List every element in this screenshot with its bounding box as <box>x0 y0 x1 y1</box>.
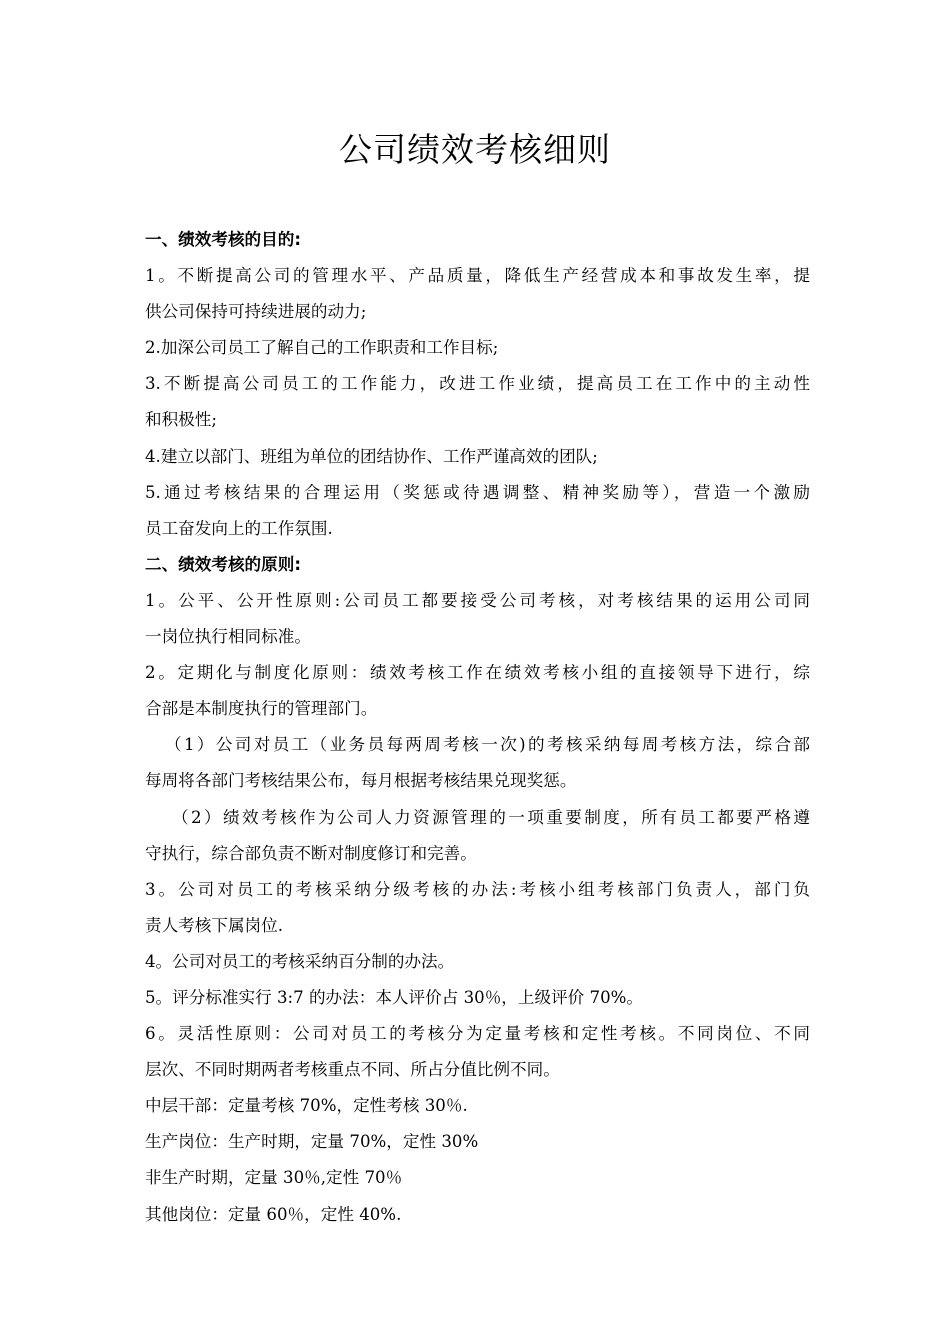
paragraph-line: 和积极性; <box>145 410 217 430</box>
paragraph-line: 2.加深公司员工了解自己的工作职责和工作目标; <box>145 338 499 358</box>
paragraph-line: 3.不断提高公司员工的工作能力，改进工作业绩，提高员工在工作中的主动性 <box>145 374 810 394</box>
paragraph-line: 生产岗位：生产时期，定量 70%，定性 30% <box>145 1132 479 1152</box>
paragraph-line: 责人考核下属岗位. <box>145 915 284 935</box>
paragraph-line: 非生产时期，定量 30％,定性 70％ <box>145 1168 403 1188</box>
paragraph-line: （2）绩效考核作为公司人力资源管理的一项重要制度，所有员工都要严格遵 <box>172 807 810 827</box>
paragraph-line: 供公司保持可持续进展的动力; <box>145 302 367 322</box>
paragraph-line: 3。公司对员工的考核采纳分级考核的办法:考核小组考核部门负责人，部门负 <box>145 879 810 899</box>
paragraph-line: 1。不断提高公司的管理水平、产品质量，降低生产经营成本和事故发生率，提 <box>145 266 810 286</box>
paragraph-line: 守执行，综合部负责不断对制度修订和完善。 <box>145 843 477 863</box>
paragraph-line: 1。公平、公开性原则:公司员工都要接受公司考核，对考核结果的运用公司同 <box>145 590 810 610</box>
paragraph-line: （1）公司对员工（业务员每两周考核一次)的考核采纳每周考核方法，综合部 <box>165 735 810 755</box>
paragraph-line: 合部是本制度执行的管理部门。 <box>145 699 378 719</box>
paragraph-line: 5.通过考核结果的合理运用（奖惩或待遇调整、精神奖励等），营造一个激励 <box>145 482 810 502</box>
paragraph-line: 一岗位执行相同标准。 <box>145 627 311 647</box>
section-heading-principles: 二、绩效考核的原则: <box>145 554 301 574</box>
paragraph-line: 6。灵活性原则：公司对员工的考核分为定量考核和定性考核。不同岗位、不同 <box>145 1024 810 1044</box>
paragraph-line: 中层干部：定量考核 70%，定性考核 30％. <box>145 1096 468 1116</box>
paragraph-line: 5。评分标准实行 3:7 的办法：本人评价占 30％，上级评价 70%。 <box>145 987 644 1007</box>
paragraph-line: 其他岗位：定量 60％，定性 40%. <box>145 1204 402 1224</box>
paragraph-line: 4。公司对员工的考核采纳百分制的办法。 <box>145 951 455 971</box>
paragraph-line: 每周将各部门考核结果公布，每月根据考核结果兑现奖惩。 <box>145 771 577 791</box>
paragraph-line: 员工奋发向上的工作氛围. <box>145 518 333 538</box>
document-title: 公司绩效考核细则 <box>339 130 611 169</box>
paragraph-line: 4.建立以部门、班组为单位的团结协作、工作严谨高效的团队; <box>145 446 598 466</box>
section-heading-purpose: 一、绩效考核的目的: <box>145 230 301 249</box>
document-body <box>145 222 810 1233</box>
paragraph-line: 2。定期化与制度化原则：绩效考核工作在绩效考核小组的直接领导下进行，综 <box>145 663 810 683</box>
paragraph-line: 层次、不同时期两者考核重点不同、所占分值比例不同。 <box>145 1060 560 1080</box>
